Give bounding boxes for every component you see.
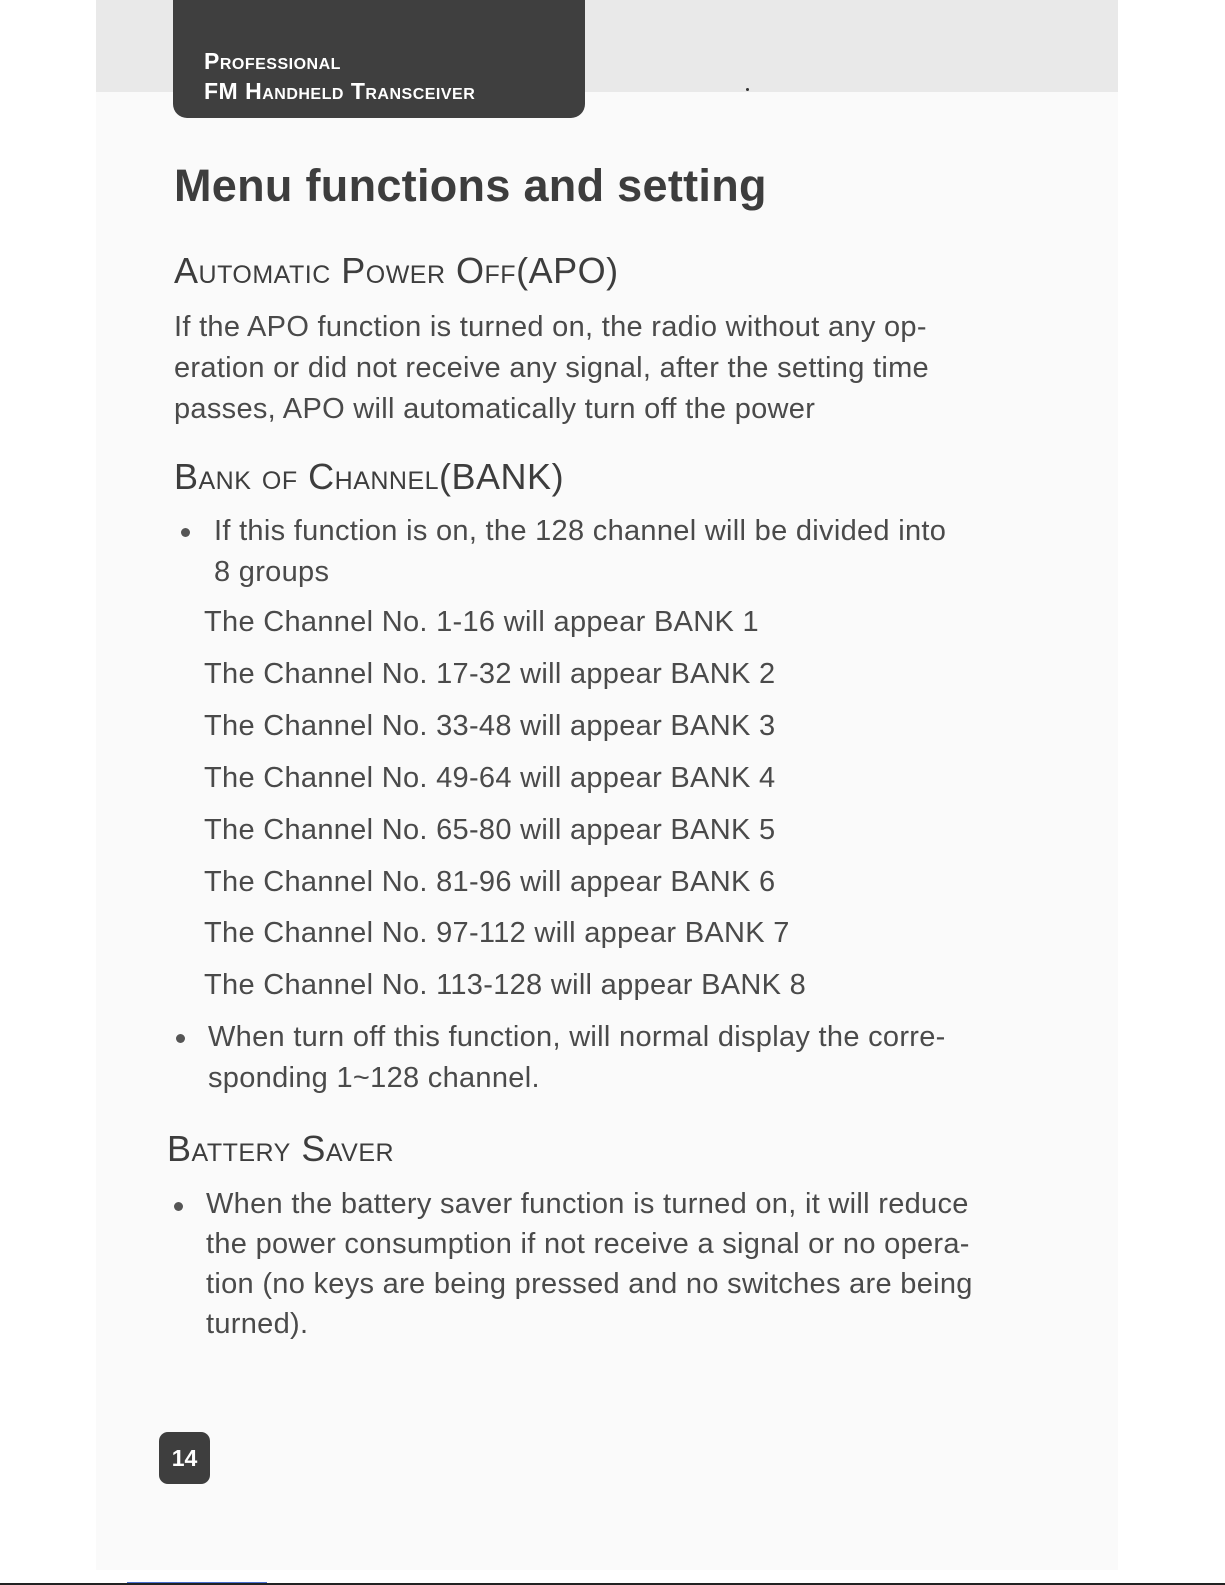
- bank-line-1: The Channel No. 1-16 will appear BANK 1: [204, 606, 759, 638]
- bank-bullet1-line-1: If this function is on, the 128 channel will be divided into: [214, 515, 947, 547]
- bank-line-3: The Channel No. 33-48 will appear BANK 3: [204, 710, 776, 742]
- header-tab: [173, 0, 585, 118]
- apo-heading: Automatic Power Off(APO): [174, 250, 619, 291]
- battery-line-4: turned).: [206, 1308, 309, 1340]
- apo-line-3: passes, APO will automatically turn off the power: [174, 393, 816, 425]
- page-number: 14: [159, 1432, 210, 1484]
- bank-line-6: The Channel No. 81-96 will appear BANK 6: [204, 866, 776, 898]
- bullet: [176, 1034, 185, 1043]
- bank-bullet2-line-2: sponding 1~128 channel.: [208, 1062, 540, 1094]
- apo-line-1: If the APO function is turned on, the radio without any op-: [174, 311, 927, 343]
- bank-bullet2-line-1: When turn off this function, will normal display the corre-: [208, 1021, 946, 1053]
- bank-line-8: The Channel No. 113-128 will appear BANK 8: [204, 969, 807, 1001]
- bullet: [181, 528, 190, 537]
- bank-line-7: The Channel No. 97-112 will appear BANK 7: [204, 917, 790, 949]
- bank-line-2: The Channel No. 17-32 will appear BANK 2: [204, 658, 776, 690]
- bank-bullet1-line-2: 8 groups: [214, 556, 330, 588]
- battery-line-1: When the battery saver function is turned on, it will reduce: [206, 1188, 969, 1220]
- speck: [746, 88, 749, 91]
- bank-line-5: The Channel No. 65-80 will appear BANK 5: [204, 814, 776, 846]
- battery-line-2: the power consumption if not receive a signal or no opera-: [206, 1228, 970, 1260]
- page-title: Menu functions and setting: [174, 160, 767, 211]
- bank-heading: Bank of Channel(BANK): [174, 456, 565, 497]
- apo-line-2: eration or did not receive any signal, after the setting time: [174, 352, 929, 384]
- bank-line-4: The Channel No. 49-64 will appear BANK 4: [204, 762, 776, 794]
- battery-line-3: tion (no keys are being pressed and no switches are being: [206, 1268, 973, 1300]
- header-line-1: Professional: [204, 48, 341, 74]
- bullet: [174, 1202, 183, 1211]
- battery-heading: Battery Saver: [167, 1128, 395, 1169]
- bottom-link-underline: [127, 1582, 267, 1583]
- header-line-2: FM Handheld Transceiver: [204, 78, 476, 104]
